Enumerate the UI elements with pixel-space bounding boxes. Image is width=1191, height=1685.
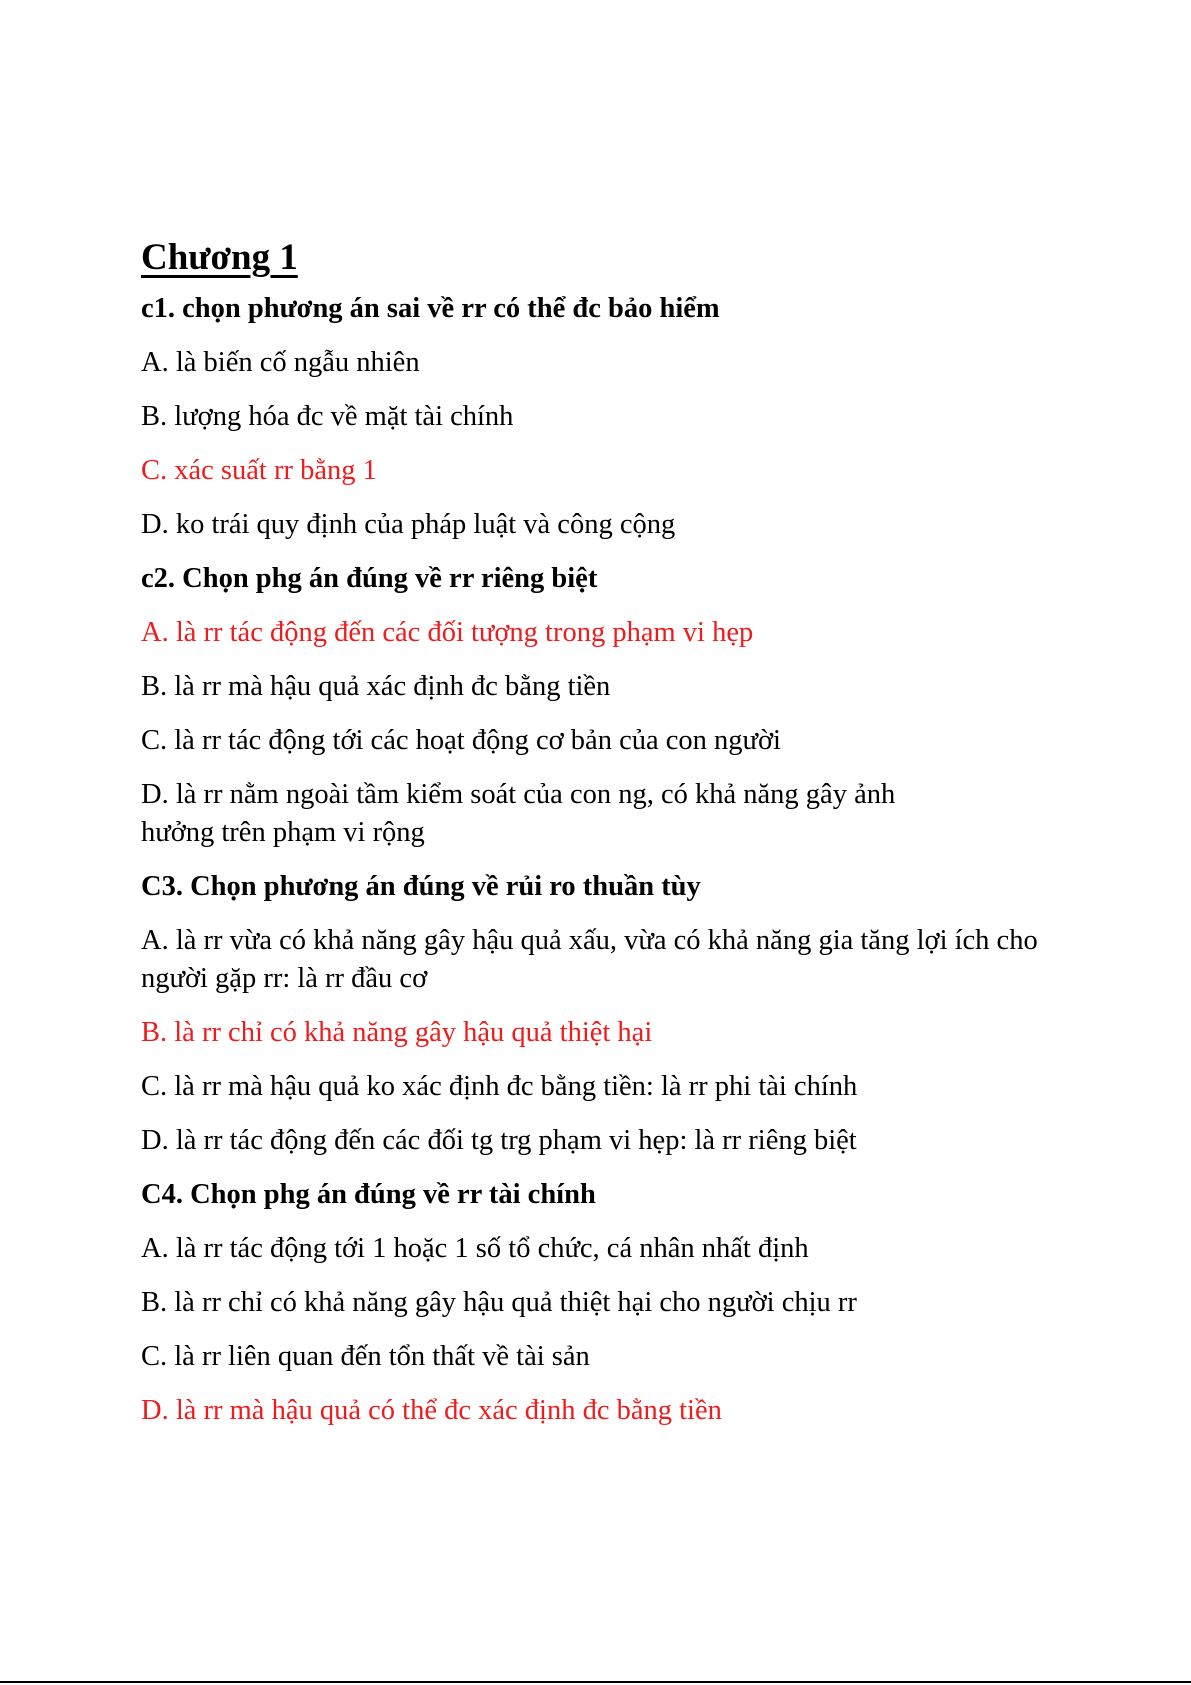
option-a: A. là rr vừa có khả năng gây hậu quả xấu, vừa có khả năng gia tăng lợi ích cho người gặp rr: là rr đầu cơ	[141, 925, 1038, 994]
option-d: D. là rr tác động đến các đối tg trg phạm vi hẹp: là rr riêng biệt	[141, 1125, 857, 1156]
question-block-1	[141, 290, 1041, 544]
option-c: C. là rr mà hậu quả ko xác định đc bằng tiền: là rr phi tài chính	[141, 1071, 858, 1102]
option-a: A. là biến cố ngẫu nhiên	[141, 347, 420, 378]
option-d-correct: D. là rr mà hậu quả có thể đc xác định đc bằng tiền	[141, 1395, 722, 1426]
question-title: C4. Chọn phg án đúng về rr tài chính	[141, 1179, 596, 1210]
option-a-correct: A. là rr tác động đến các đối tượng trong phạm vi hẹp	[141, 617, 754, 648]
question-title: c1. chọn phương án sai về rr có thể đc bảo hiểm	[141, 293, 720, 324]
question-block-2	[141, 560, 1041, 852]
document-page	[141, 232, 1041, 1446]
option-b: B. lượng hóa đc về mặt tài chính	[141, 401, 514, 432]
question-block-4	[141, 1176, 1041, 1430]
option-d: D. ko trái quy định của pháp luật và công cộng	[141, 509, 676, 540]
option-c: C. là rr tác động tới các hoạt động cơ bản của con người	[141, 725, 781, 756]
option-c-correct: C. xác suất rr bằng 1	[141, 455, 377, 486]
option-c: C. là rr liên quan đến tổn thất về tài sản	[141, 1341, 590, 1372]
question-title: c2. Chọn phg án đúng về rr riêng biệt	[141, 563, 598, 594]
option-d: D. là rr nằm ngoài tầm kiểm soát của con ng, có khả năng gây ảnh hưởng trên phạm vi rộng	[141, 779, 896, 848]
page-bottom-rule	[0, 1681, 1191, 1683]
question-block-3	[141, 868, 1041, 1160]
question-title: C3. Chọn phương án đúng về rủi ro thuần tùy	[141, 871, 701, 902]
option-b: B. là rr mà hậu quả xác định đc bằng tiền	[141, 671, 611, 702]
option-a: A. là rr tác động tới 1 hoặc 1 số tổ chức, cá nhân nhất định	[141, 1233, 809, 1264]
option-b-correct: B. là rr chỉ có khả năng gây hậu quả thiệt hại	[141, 1017, 653, 1048]
chapter-title: Chương 1	[141, 237, 298, 278]
option-b: B. là rr chỉ có khả năng gây hậu quả thiệt hại cho người chịu rr	[141, 1287, 857, 1318]
